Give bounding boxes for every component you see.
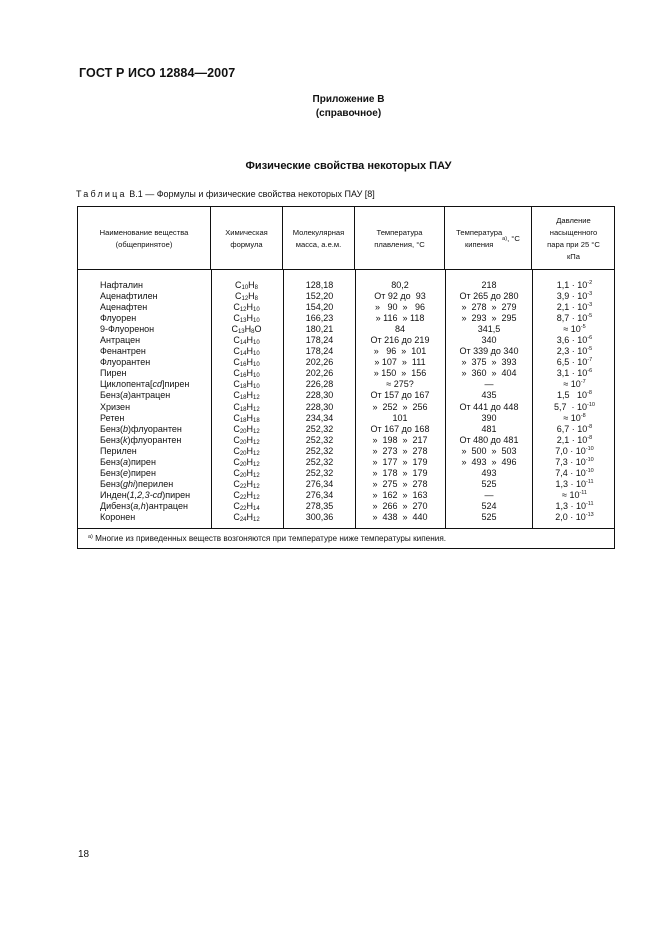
cell-name: Пирен [100, 368, 127, 379]
cell-pressure: $6,7 \cdot 10^{-8}$ [556, 423, 593, 434]
cell-name: Фенантрен [100, 346, 146, 357]
document-header: ГОСТ Р ИСО 12884—2007 [79, 66, 236, 80]
cell-name: 9-Флуоренон [100, 324, 155, 335]
section-title: Физические свойства некоторых ПАУ [245, 160, 452, 172]
cell-melt: » 162 » 163 [372, 489, 428, 500]
cell-mass: 202,26 [305, 368, 334, 379]
cell-pressure: $3,6 \cdot 10^{-6}$ [556, 335, 593, 346]
table-header-row [78, 207, 614, 270]
table-header-col-mass: Молекулярная масса, а.е.м. [283, 207, 355, 270]
cell-boil: 341,5 [477, 324, 501, 335]
cell-boil: 340 [481, 335, 497, 346]
cell-boil: 481 [481, 423, 497, 434]
cell-name: Хризен [100, 401, 131, 412]
cell-mass: 234,34 [305, 412, 334, 423]
table-row [78, 512, 614, 523]
cell-boil: От 480 до 481 [459, 434, 519, 445]
cell-boil: 435 [481, 390, 497, 401]
cell-name: Коронен [100, 511, 136, 522]
cell-boil: 218 [481, 280, 497, 290]
cell-formula: $C_{10}H_8$ [234, 280, 259, 291]
cell-melt: » 178 » 179 [372, 467, 428, 478]
cell-melt: От 216 до 219 [370, 335, 430, 346]
cell-pressure: $1,1 \cdot 10^{-2}$ [556, 280, 593, 290]
cell-name: Аценафтен [100, 302, 148, 313]
cell-pressure: 1,5 $10^{-8}$ [557, 390, 592, 401]
cell-pressure: ≈ $10^{-8}$ [563, 412, 586, 423]
table-footnote: $^{а)}$ Многие из приведенных веществ возгоняются при температуре ниже температуры кипения. [88, 534, 447, 543]
cell-melt: От 157 до 167 [370, 390, 430, 401]
cell-boil: — [484, 379, 494, 390]
cell-name: Нафталин [100, 280, 143, 290]
table-row [78, 324, 614, 335]
cell-formula: $C_{16}H_{10}$ [233, 357, 260, 369]
cell-formula: $C_{16}H_{10}$ [233, 368, 260, 380]
cell-name: Бенз(b)флуорантен [100, 423, 182, 434]
cell-formula: $C_{20}H_{12}$ [233, 445, 260, 457]
cell-boil: — [484, 489, 494, 500]
appendix-title: Приложение В [312, 94, 385, 105]
cell-formula: $C_{24}H_{12}$ [233, 511, 260, 523]
cell-melt: » 116 » 118 [375, 313, 425, 324]
cell-mass: 252,32 [305, 456, 334, 467]
table-row [78, 501, 614, 512]
table-row [78, 346, 614, 357]
cell-boil: 493 [481, 467, 497, 478]
table-row [78, 479, 614, 490]
cell-formula: $C_{20}H_{12}$ [233, 467, 260, 479]
cell-name: Дибенз(a,h)антрацен [100, 500, 188, 511]
cell-mass: 228,30 [305, 401, 334, 412]
table-row [78, 291, 614, 302]
table-row [78, 468, 614, 479]
cell-boil: 525 [481, 511, 497, 522]
cell-melt: » 273 » 278 [372, 445, 428, 456]
cell-mass: 276,34 [305, 478, 334, 489]
cell-formula: $C_{13}H_8O$ [231, 324, 262, 336]
cell-melt: 101 [392, 412, 408, 423]
cell-melt: ≈ 275? [386, 379, 414, 390]
cell-melt: От 167 до 168 [370, 423, 430, 434]
table-row [78, 457, 614, 468]
cell-name: Бенз(a)пирен [100, 456, 156, 467]
cell-melt: » 90 » 96 [374, 302, 426, 313]
cell-name: Бенз(a)антрацен [100, 390, 171, 401]
cell-pressure: ≈ $10^{-5}$ [563, 324, 586, 335]
cell-melt: 84 [394, 324, 405, 335]
cell-name: Бенз(k)флуорантен [100, 434, 182, 445]
cell-mass: 226,28 [305, 379, 334, 390]
cell-formula: $C_{22}H_{12}$ [233, 489, 260, 501]
cell-pressure: $7,3 \cdot 10^{-10}$ [555, 456, 594, 467]
table-row [78, 424, 614, 435]
cell-boil: 390 [481, 412, 497, 423]
cell-name: Флуорен [100, 313, 137, 324]
table-row [78, 302, 614, 313]
table-header-col-melting: Температура плавления, °С [355, 207, 445, 270]
cell-name: Перилен [100, 445, 137, 456]
cell-pressure: ≈ $10^{-11}$ [562, 489, 587, 500]
cell-boil: » 278 » 279 [461, 302, 517, 313]
cell-pressure: $1,3 \cdot 10^{-11}$ [555, 500, 594, 511]
cell-pressure: $7,0 \cdot 10^{-10}$ [555, 445, 594, 456]
cell-melt: » 107 » 111 [374, 357, 426, 368]
cell-melt: » 438 » 440 [372, 511, 428, 522]
cell-boil: » 360 » 404 [461, 368, 517, 379]
cell-formula: $C_{12}H_8$ [234, 291, 259, 303]
table-row [78, 390, 614, 401]
cell-formula: $C_{18}H_{12}$ [233, 390, 260, 402]
table-header-col-pressure: Давление насыщенного пара при 25 °С кПа [547, 215, 600, 261]
cell-melt: » 252 » 256 [372, 401, 428, 412]
cell-formula: $C_{18}H_{18}$ [233, 412, 260, 424]
table-caption [76, 189, 375, 199]
cell-pressure: $7,4 \cdot 10^{-10}$ [555, 467, 594, 478]
cell-mass: 178,24 [305, 335, 334, 346]
cell-pressure: $2,1 \cdot 10^{-3}$ [556, 302, 593, 313]
table-header-col-formula: Химическая формула [211, 207, 283, 270]
cell-melt: » 150 » 156 [373, 368, 427, 379]
cell-melt: От 92 до 93 [374, 291, 426, 302]
table-row [78, 335, 614, 346]
cell-boil: От 441 до 448 [459, 401, 519, 412]
cell-formula: $C_{22}H_{12}$ [233, 478, 260, 490]
cell-boil: » 493 » 496 [461, 456, 517, 467]
cell-pressure: $8,7 \cdot 10^{-5}$ [556, 313, 593, 324]
cell-boil: 524 [481, 500, 497, 511]
table-row [78, 435, 614, 446]
cell-formula: $C_{18}H_{12}$ [233, 401, 260, 413]
cell-mass: 178,24 [305, 346, 334, 357]
table-caption-text: В.1 — Формулы и физические свойства некоторых ПАУ [8] [126, 189, 375, 199]
table-header-col-boiling: Температура кипения а) , °С [445, 207, 532, 270]
cell-pressure: $3,9 \cdot 10^{-3}$ [556, 291, 593, 302]
table-row [78, 280, 614, 291]
cell-mass: 252,32 [305, 445, 334, 456]
cell-mass: 180,21 [305, 324, 334, 335]
table-body [78, 280, 614, 523]
cell-mass: 276,34 [305, 489, 334, 500]
cell-mass: 154,20 [305, 302, 334, 313]
cell-boil: » 293 » 295 [461, 313, 517, 324]
appendix-subtitle: (справочное) [315, 108, 382, 119]
cell-melt: » 96 » 101 [373, 346, 427, 357]
table-row [78, 446, 614, 457]
cell-name: Флуорантен [100, 357, 151, 368]
cell-formula: $C_{20}H_{12}$ [233, 456, 260, 468]
properties-table [77, 206, 615, 549]
page-number: 18 [78, 849, 90, 860]
cell-pressure: $2,0 \cdot 10^{-13}$ [555, 511, 594, 522]
table-row [78, 379, 614, 390]
cell-formula: $C_{12}H_{10}$ [233, 302, 260, 314]
cell-boil: » 500 » 503 [461, 445, 517, 456]
cell-boil: » 375 » 393 [461, 357, 517, 368]
cell-pressure: ≈ $10^{-7}$ [563, 379, 586, 390]
cell-formula: $C_{14}H_{10}$ [233, 335, 260, 347]
cell-mass: 300,36 [305, 511, 334, 522]
cell-pressure: $5,7 \cdot 10^{-10}$ [554, 401, 595, 412]
table-caption-label: Таблица [76, 189, 127, 199]
cell-formula: $C_{20}H_{12}$ [233, 423, 260, 435]
cell-mass: 252,32 [305, 423, 334, 434]
cell-melt: 80,2 [391, 280, 409, 290]
cell-boil: 525 [481, 478, 497, 489]
cell-formula: $C_{18}H_{10}$ [233, 379, 260, 391]
cell-name: Циклопента[cd]пирен [100, 379, 190, 390]
cell-boil: От 265 до 280 [459, 291, 519, 302]
cell-mass: 252,32 [305, 467, 334, 478]
cell-mass: 228,30 [305, 390, 334, 401]
cell-formula: $C_{20}H_{12}$ [233, 434, 260, 446]
cell-melt: » 198 » 217 [372, 434, 428, 445]
cell-name: Бенз(ghi)перилен [100, 478, 174, 489]
table-row [78, 490, 614, 501]
cell-pressure: $1,3 \cdot 10^{-11}$ [555, 478, 594, 489]
cell-melt: » 275 » 278 [372, 478, 428, 489]
cell-name: Инден(1,2,3-cd)пирен [100, 489, 191, 500]
cell-formula: $C_{13}H_{10}$ [233, 313, 260, 325]
cell-name: Аценафтилен [100, 291, 158, 302]
cell-pressure: $6,5 \cdot 10^{-7}$ [556, 357, 593, 368]
table-row [78, 368, 614, 379]
cell-pressure: $2,3 \cdot 10^{-5}$ [556, 346, 593, 357]
table-row [78, 402, 614, 413]
table-header-col-name: Наименование вещества (общепринятое) [78, 207, 211, 270]
cell-melt: » 266 » 270 [372, 500, 428, 511]
table-row [78, 357, 614, 368]
cell-mass: 128,18 [305, 280, 334, 290]
cell-mass: 252,32 [305, 434, 334, 445]
cell-pressure: $2,1 \cdot 10^{-8}$ [556, 434, 593, 445]
cell-boil: От 339 до 340 [459, 346, 519, 357]
cell-mass: 166,23 [305, 313, 334, 324]
cell-pressure: $3,1 \cdot 10^{-6}$ [556, 368, 593, 379]
cell-name: Антрацен [100, 335, 141, 346]
table-row [78, 313, 614, 324]
table-row [78, 413, 614, 424]
cell-melt: » 177 » 179 [372, 456, 428, 467]
cell-formula: $C_{22}H_{14}$ [233, 500, 260, 512]
cell-mass: 152,20 [305, 291, 334, 302]
cell-mass: 278,35 [305, 500, 334, 511]
cell-name: Ретен [100, 412, 125, 423]
cell-formula: $C_{14}H_{10}$ [233, 346, 260, 358]
cell-name: Бенз(e)пирен [100, 467, 156, 478]
cell-mass: 202,26 [305, 357, 334, 368]
